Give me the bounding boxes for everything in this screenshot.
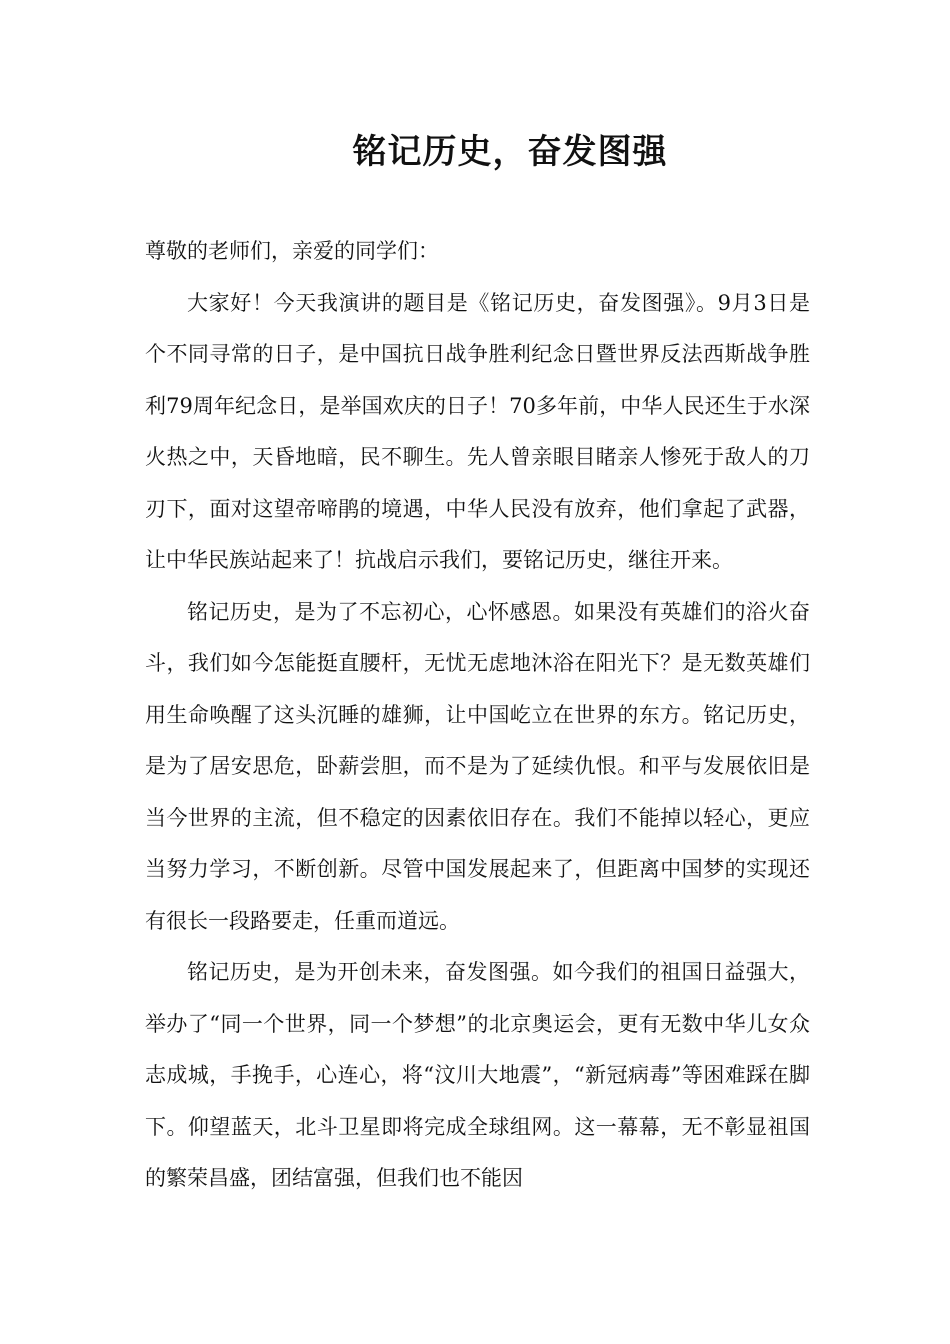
document-title: 铭记历史，奋发图强	[352, 132, 668, 172]
paragraph-1: 大家好！今天我演讲的题目是《铭记历史，奋发图强》。9月3日是个不同寻常的日子，是中国抗日战争胜利纪念日暨世界反法西斯战争胜利79周年纪念日，是举国欢庆的日子！70多年前，中华人民还生于水深火热之中，天昏地暗，民不聊生。先人曾亲眼目睹亲人惨死于敌人的刀刃下，面对这望帝啼鹃的境遇，中华人民没有放弃，他们拿起了武器，让中华民族站起来了！抗战启示我们，要铭记历史，继往开来。	[145, 290, 810, 572]
paragraph-2: 铭记历史，是为了不忘初心，心怀感恩。如果没有英雄们的浴火奋斗，我们如今怎能挺直腰杆，无忧无虑地沐浴在阳光下？是无数英雄们用生命唤醒了这头沉睡的雄狮，让中国屹立在世界的东方。铭记历史，是为了居安思危，卧薪尝胆，而不是为了延续仇恨。和平与发展依旧是当今世界的主流，但不稳定的因素依旧存在。我们不能掉以轻心，更应当努力学习，不断创新。尽管中国发展起来了，但距离中国梦的实现还有很长一段路要走，任重而道远。	[145, 599, 810, 933]
document-body	[145, 226, 810, 1205]
paragraph-3: 铭记历史，是为开创未来，奋发图强。如今我们的祖国日益强大，举办了“同一个世界，同一个梦想”的北京奥运会，更有无数中华儿女众志成城，手挽手，心连心，将“汶川大地震”，“新冠病毒”等困难踩在脚下。仰望蓝天，北斗卫星即将完成全球组网。这一幕幕，无不彰显祖国的繁荣昌盛，团结富强，但我们也不能因	[145, 960, 810, 1190]
salutation: 尊敬的老师们，亲爱的同学们：	[145, 239, 439, 263]
